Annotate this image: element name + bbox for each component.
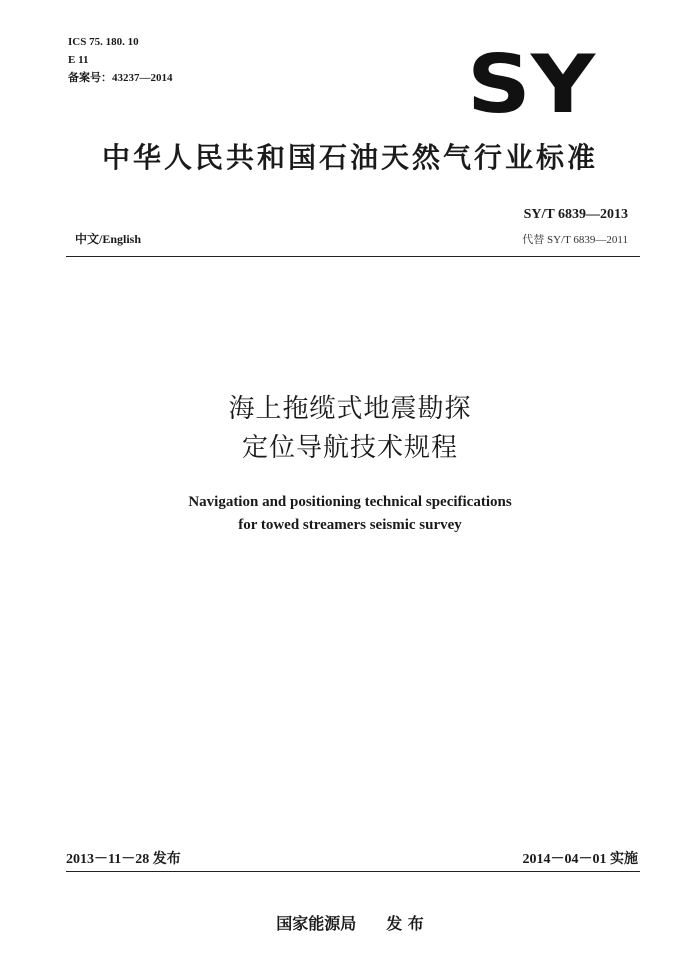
footer-divider bbox=[66, 871, 640, 872]
sy-logo-text: SY bbox=[467, 50, 596, 118]
issuer bbox=[0, 911, 700, 934]
sy-logo bbox=[466, 50, 596, 118]
document-title-en-line2: for towed streamers seismic survey bbox=[238, 517, 462, 533]
replaces-note: 代替 SY/T 6839—2011 bbox=[522, 234, 628, 246]
class-code: E 11 bbox=[68, 54, 89, 66]
document-title-en-line1: Navigation and positioning technical specifications bbox=[188, 494, 512, 510]
document-title-cn-line2: 定位导航技术规程 bbox=[241, 433, 458, 463]
issuer-action: 发 布 bbox=[386, 914, 424, 933]
standard-title: 中华人民共和国石油天然气行业标准 bbox=[101, 141, 598, 174]
issue-date: 2013－11－28 发布 bbox=[66, 852, 181, 867]
standard-code: SY/T 6839—2013 bbox=[523, 207, 628, 222]
implementation-date: 2014－04－01 实施 bbox=[522, 852, 638, 867]
record-number: 备案号：43237—2014 bbox=[68, 72, 173, 84]
header-divider bbox=[66, 256, 640, 257]
issuer-name: 国家能源局 bbox=[276, 914, 357, 933]
language-label: 中文/English bbox=[75, 232, 142, 246]
document-title-cn-line1: 海上拖缆式地震勘探 bbox=[228, 394, 472, 424]
ics-code: ICS 75. 180. 10 bbox=[68, 36, 139, 48]
